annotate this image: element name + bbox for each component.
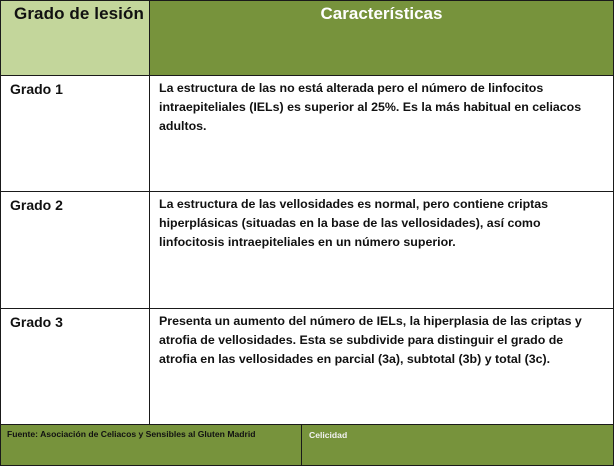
grade-description: La estructura de las vellosidades es normal, pero contiene criptas hiperplásicas (situadas en la base de las vellosidades), así como linfocitosis intraepiteliales en un número superior. <box>159 197 549 249</box>
grade-description: La estructura de las no está alterada pero el número de linfocitos intraepiteliales (IELs) es superior al 25%. Es la más habitual en celiacos adultos. <box>159 81 582 133</box>
grade-label: Grado 2 <box>10 197 63 213</box>
grade-label: Grado 3 <box>10 314 63 330</box>
footer-source-cell <box>0 424 302 466</box>
description-cell-3 <box>149 308 614 425</box>
grade-description: Presenta un aumento del número de IELs, la hiperplasia de las criptas y atrofia de vellosidades. Esta se subdivide para distinguir el grado de atrofia en las vellosidades en parcial (3a), subtotal (3b) y total (3c). <box>159 314 582 366</box>
description-cell-2 <box>149 191 614 309</box>
header-cell-characteristics <box>149 0 614 76</box>
header-characteristics-label: Características <box>320 4 443 23</box>
footer-brand-text: Celicidad <box>309 430 348 440</box>
grade-label: Grado 1 <box>10 81 63 97</box>
grade-cell-2 <box>0 191 150 309</box>
description-cell-1 <box>149 75 614 192</box>
grade-cell-1 <box>0 75 150 192</box>
footer-brand-cell <box>301 424 614 466</box>
grade-cell-3 <box>0 308 150 425</box>
header-grade-label: Grado de lesión <box>14 4 144 23</box>
footer-source-text: Fuente: Asociación de Celiacos y Sensibles al Gluten Madrid <box>7 429 256 439</box>
header-cell-grade <box>0 0 150 76</box>
